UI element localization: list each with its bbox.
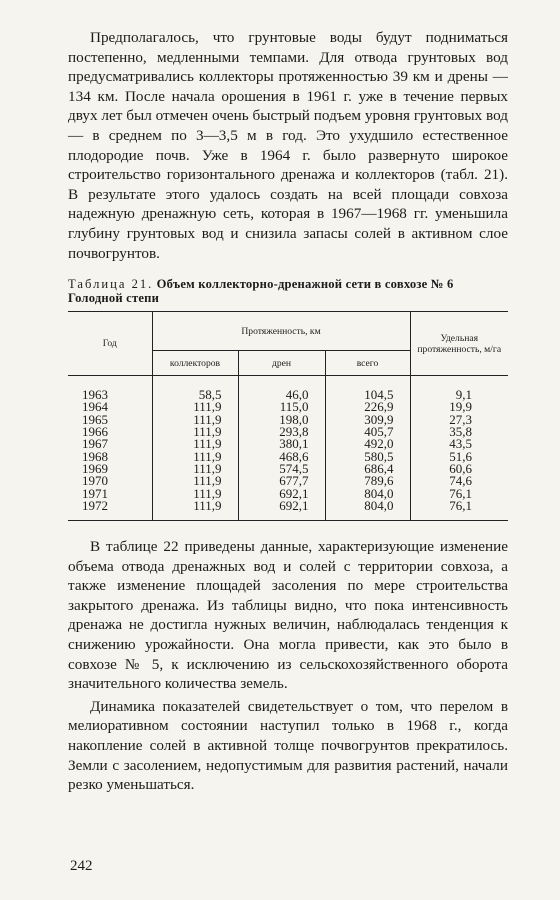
cell-collectors: 111,9 xyxy=(152,438,238,450)
cell-specific: 60,6 xyxy=(410,463,508,475)
cell-year: 1967 xyxy=(82,436,108,452)
cell-specific: 51,6 xyxy=(410,451,508,463)
table-caption xyxy=(68,277,508,305)
cell-specific: 19,9 xyxy=(410,401,508,413)
cell-specific: 27,3 xyxy=(410,414,508,426)
cell-total: 580,5 xyxy=(325,451,410,463)
cell-total: 804,0 xyxy=(325,488,410,500)
cell-year: 1971 xyxy=(82,485,108,501)
cell-year: 1963 xyxy=(82,387,108,403)
cell-collectors: 111,9 xyxy=(152,414,238,426)
header-specific-length: Удельная протяженность, м/га xyxy=(410,312,508,376)
cell-collectors: 111,9 xyxy=(152,463,238,475)
cell-drains: 115,0 xyxy=(238,401,325,413)
cell-total: 789,6 xyxy=(325,475,410,487)
drainage-network-table xyxy=(68,311,508,521)
page-number: 242 xyxy=(70,858,93,874)
cell-collectors: 111,9 xyxy=(152,451,238,463)
cell-drains: 198,0 xyxy=(238,414,325,426)
cell-specific: 76,1 xyxy=(410,488,508,500)
header-length-group: Протяженность, км xyxy=(152,312,410,351)
cell-drains: 468,6 xyxy=(238,451,325,463)
header-collectors: коллекторов xyxy=(152,351,238,376)
cell-year: 1965 xyxy=(82,411,108,427)
cell-collectors: 111,9 xyxy=(152,401,238,413)
cell-total: 804,0 xyxy=(325,500,410,521)
cell-year: 1966 xyxy=(82,424,108,440)
table-row xyxy=(68,500,508,521)
cell-specific: 35,8 xyxy=(410,426,508,438)
cell-drains: 692,1 xyxy=(238,488,325,500)
cell-collectors: 111,9 xyxy=(152,488,238,500)
header-total: всего xyxy=(325,351,410,376)
cell-collectors: 58,5 xyxy=(152,376,238,402)
cell-drains: 677,7 xyxy=(238,475,325,487)
header-year: Год xyxy=(68,312,152,376)
table-caption-title: Объем коллекторно-дренажной сети в совхозе № 6 Голодной степи xyxy=(68,277,454,306)
cell-drains: 574,5 xyxy=(238,463,325,475)
table-row xyxy=(68,376,508,402)
paragraph-groundwater-text: Предполагалось, что грунтовые воды будут подниматься постепенно, медленными темпами. Для отвода грунтовых вод предусматривались коллекторы протяженностью 39 км и дрены — 134 км. После начала орошения в 1961 г. уже в течение первых двух лет был отмечен очень быстрый подъем уровня грунтовых вод — в среднем по 3—3,5 м в год. Это ухудшило естественное плодородие почв. Уже в 1964 г. было развернуто широкое строительство горизонтального дренажа и коллекторов (табл. 21). В результате этого удалось создать на всей площади совхоза надежную дренажную сеть, которая в 1967—1968 гг. уменьшила глубину грунтовых вод и снизила запасы солей в активном слое почвогрунтов. xyxy=(68,29,508,262)
cell-collectors: 111,9 xyxy=(152,475,238,487)
cell-specific: 43,5 xyxy=(410,438,508,450)
paragraph-table22-text: В таблице 22 приведены данные, характеризующие изменение объема отвода дренажных вод и солей с территории совхоза, а также изменение площадей засоления по мере строительства закрытого дренажа. Из таблицы видно, что пока интенсивность дренажа не достигла нужных величин, наблюдалась тенденция к снижению урожайности. Она могла привести, как это было в совхозе № 5, к исключению из сельскохозяйственного оборота значительного количества земель. xyxy=(68,538,508,693)
cell-total: 309,9 xyxy=(325,414,410,426)
cell-year: 1972 xyxy=(68,500,152,521)
paragraph-groundwater xyxy=(68,28,508,263)
cell-year: 1969 xyxy=(82,460,108,476)
header-drains: дрен xyxy=(238,351,325,376)
paragraph-dynamics-text: Динамика показателей свидетельствует о том, что перелом в мелиоративном состоянии наступил только в 1968 г., когда накопление солей в активной толще почвогрунтов прекратилось. Земли с засолением, недопустимым для развития растений, начали резко уменьшаться. xyxy=(68,697,508,794)
table-caption-label: Таблица 21. xyxy=(68,277,154,292)
paragraph-table22 xyxy=(68,537,508,694)
cell-collectors: 111,9 xyxy=(152,426,238,438)
cell-year: 1970 xyxy=(82,473,108,489)
cell-total: 492,0 xyxy=(325,438,410,450)
paragraph-dynamics xyxy=(68,697,508,795)
page-content xyxy=(68,28,508,795)
cell-year: 1968 xyxy=(82,448,108,464)
cell-drains: 380,1 xyxy=(238,438,325,450)
cell-total: 405,7 xyxy=(325,426,410,438)
cell-year: 1964 xyxy=(82,399,108,415)
cell-total: 226,9 xyxy=(325,401,410,413)
cell-drains: 692,1 xyxy=(238,500,325,521)
cell-drains: 293,8 xyxy=(238,426,325,438)
cell-drains: 46,0 xyxy=(238,376,325,402)
cell-specific: 76,1 xyxy=(410,500,508,521)
cell-total: 104,5 xyxy=(325,376,410,402)
cell-collectors: 111,9 xyxy=(152,500,238,521)
cell-total: 686,4 xyxy=(325,463,410,475)
cell-specific: 74,6 xyxy=(410,475,508,487)
cell-specific: 9,1 xyxy=(410,376,508,402)
